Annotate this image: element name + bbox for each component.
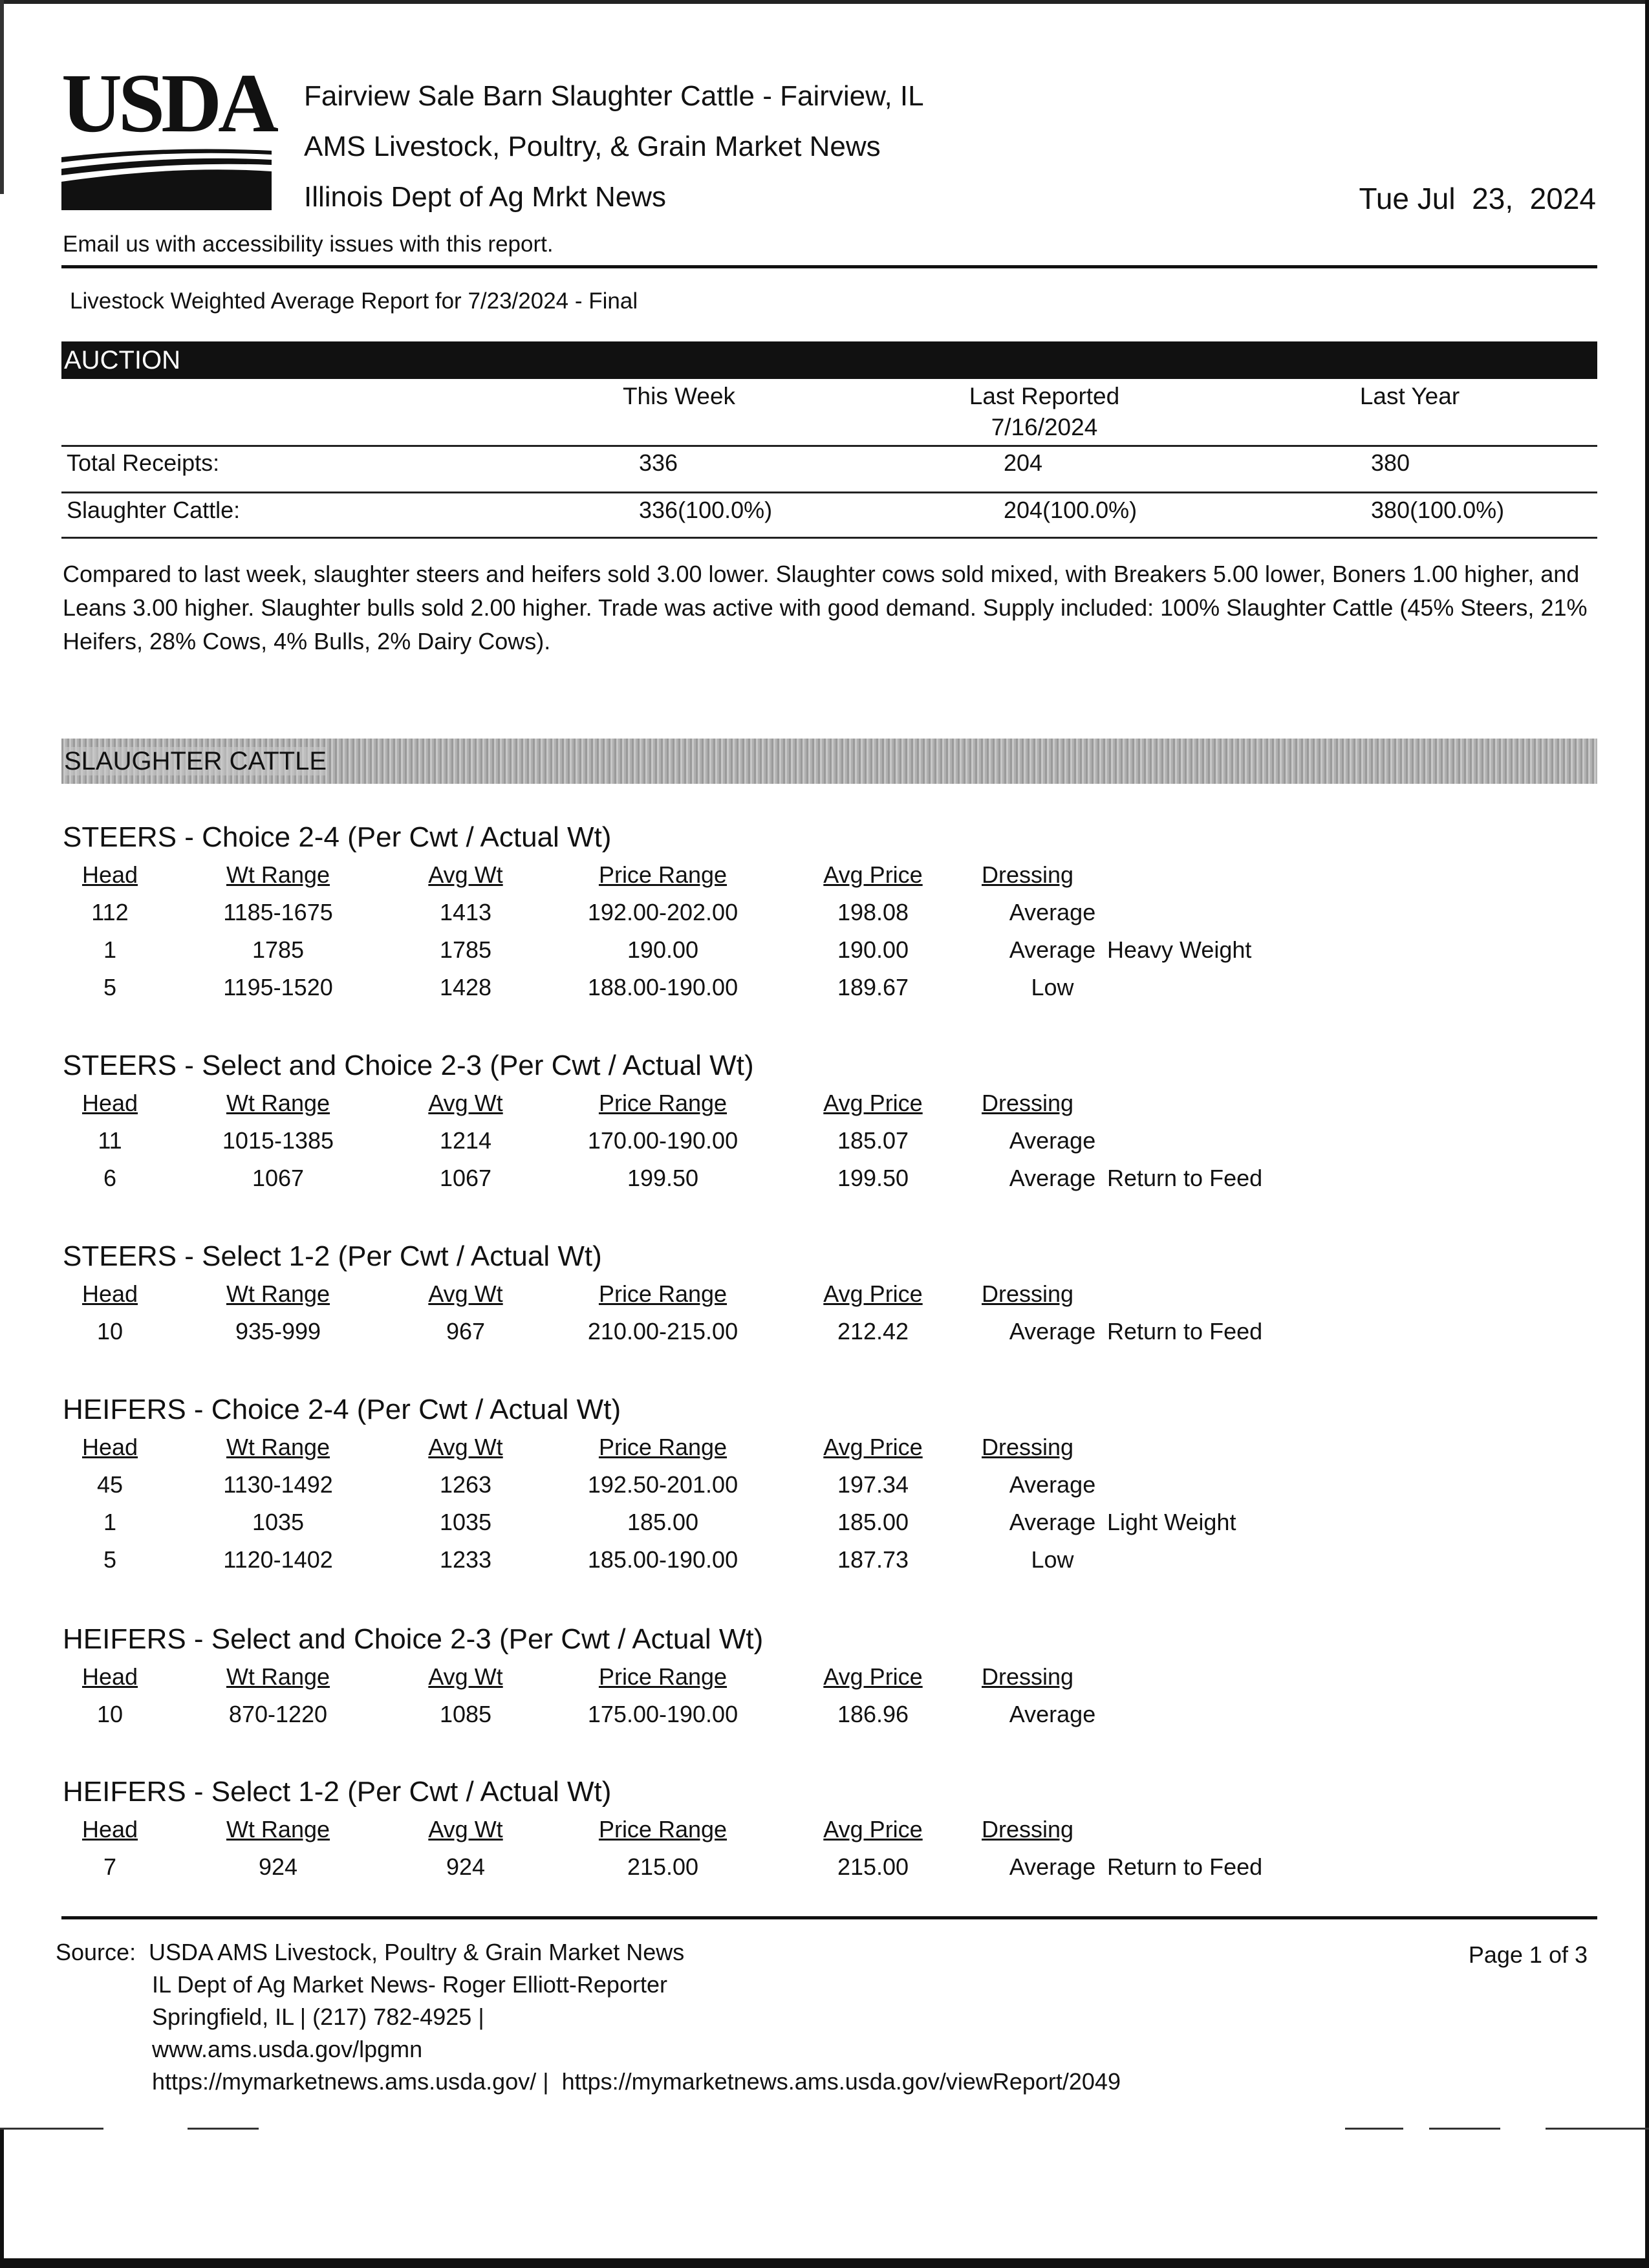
cell-wt-range: 1067 — [252, 1165, 305, 1191]
total-receipts-label: Total Receipts: — [67, 449, 220, 476]
column-header-avg-wt: Avg Wt — [428, 1280, 503, 1307]
scan-edge-top — [0, 0, 1649, 4]
total-receipts-last-reported: 204 — [1004, 449, 1043, 476]
cell-avg-price: 187.73 — [837, 1546, 909, 1573]
column-header-price-range: Price Range — [598, 1816, 727, 1842]
usda-logo-text: USDA — [61, 57, 275, 150]
column-header-avg-price: Avg Price — [823, 1090, 923, 1116]
cell-head: 10 — [96, 1701, 124, 1727]
column-header-avg-price: Avg Price — [823, 1816, 923, 1842]
cell-note: Return to Feed — [1107, 1318, 1263, 1345]
column-header-dressing: Dressing — [982, 1434, 1074, 1460]
scan-line — [1345, 2128, 1403, 2130]
cell-head: 45 — [96, 1471, 124, 1498]
column-header-price-range: Price Range — [598, 1090, 727, 1116]
column-header-dressing: Dressing — [982, 1816, 1074, 1842]
cell-wt-range: 924 — [258, 1853, 298, 1880]
cell-dressing: Average — [1009, 1318, 1096, 1345]
cell-avg-price: 185.07 — [837, 1127, 909, 1154]
cell-head: 1 — [103, 936, 117, 963]
cell-wt-range: 1015-1385 — [222, 1127, 334, 1154]
accessibility-email-link[interactable]: Email us with accessibility issues with this report. — [63, 232, 554, 257]
cell-dressing: Low — [1031, 1546, 1074, 1573]
total-receipts-last-year: 380 — [1371, 449, 1410, 476]
column-header-head: Head — [81, 1280, 138, 1307]
divider — [61, 537, 1597, 539]
scan-edge-bottom — [0, 2258, 1649, 2268]
usda-logo — [61, 57, 275, 210]
cell-head: 11 — [98, 1127, 122, 1154]
cell-note: Return to Feed — [1107, 1853, 1263, 1880]
cell-dressing: Average — [1009, 1165, 1096, 1191]
column-header-wt-range: Wt Range — [226, 1090, 330, 1116]
cell-avg-wt: 1785 — [439, 936, 492, 963]
cell-price-range: 192.50-201.00 — [587, 1471, 738, 1498]
agency-name: AMS Livestock, Poultry, & Grain Market News — [304, 131, 881, 162]
slaughter-cattle-section-bar — [61, 739, 1597, 784]
report-name: Fairview Sale Barn Slaughter Cattle - Fairview, IL — [304, 80, 924, 112]
divider — [61, 491, 1597, 493]
cell-dressing: Average — [1009, 1471, 1096, 1498]
column-header-wt-range: Wt Range — [226, 1434, 330, 1460]
section-title: HEIFERS - Select and Choice 2-3 (Per Cwt / Actual Wt) — [63, 1623, 764, 1655]
column-header-avg-price: Avg Price — [823, 1280, 923, 1307]
slaughter-cattle-last-year: 380(100.0%) — [1371, 497, 1505, 523]
cell-price-range: 210.00-215.00 — [587, 1318, 738, 1345]
cell-head: 6 — [103, 1165, 117, 1191]
column-header-dressing: Dressing — [982, 1280, 1074, 1307]
cell-avg-wt: 1263 — [439, 1471, 492, 1498]
cell-avg-price: 189.67 — [837, 974, 909, 1000]
column-header-head: Head — [81, 1090, 138, 1116]
column-header-avg-wt: Avg Wt — [428, 1816, 503, 1842]
cell-price-range: 170.00-190.00 — [587, 1127, 738, 1154]
cell-price-range: 192.00-202.00 — [587, 899, 738, 925]
column-header-head: Head — [81, 1663, 138, 1690]
scan-edge-bottom-left — [0, 2128, 4, 2268]
scan-edge-left — [0, 0, 4, 194]
cell-price-range: 190.00 — [627, 936, 699, 963]
column-header-wt-range: Wt Range — [226, 1663, 330, 1690]
column-header-price-range: Price Range — [598, 1434, 727, 1460]
divider — [61, 265, 1597, 268]
cell-wt-range: 1185-1675 — [223, 899, 333, 925]
cell-avg-wt: 1085 — [439, 1701, 492, 1727]
cell-head: 7 — [103, 1853, 117, 1880]
scan-line — [1546, 2128, 1649, 2130]
column-header-avg-wt: Avg Wt — [428, 1090, 503, 1116]
cell-avg-price: 197.34 — [837, 1471, 909, 1498]
cell-avg-price: 198.08 — [837, 899, 909, 925]
column-header-price-range: Price Range — [598, 861, 727, 888]
cell-price-range: 185.00 — [627, 1509, 699, 1535]
cell-wt-range: 935-999 — [235, 1318, 321, 1345]
office-name: Illinois Dept of Ag Mrkt News — [304, 181, 666, 213]
section-title: HEIFERS - Choice 2-4 (Per Cwt / Actual Wt) — [63, 1394, 621, 1425]
column-header-head: Head — [81, 1434, 138, 1460]
cell-avg-wt: 924 — [446, 1853, 486, 1880]
footer-phone-line: Springfield, IL | (217) 782-4925 | — [152, 2003, 484, 2030]
footer-reporter-line: IL Dept of Ag Market News- Roger Elliott-Reporter — [152, 1971, 667, 1998]
cell-wt-range: 1785 — [252, 936, 305, 963]
cell-avg-price: 212.42 — [837, 1318, 909, 1345]
cell-price-range: 175.00-190.00 — [587, 1701, 738, 1727]
section-title: STEERS - Select and Choice 2-3 (Per Cwt / Actual Wt) — [63, 1050, 754, 1081]
cell-avg-wt: 1214 — [439, 1127, 492, 1154]
cell-head: 5 — [103, 974, 117, 1000]
cell-avg-wt: 1067 — [439, 1165, 492, 1191]
column-header-price-range: Price Range — [598, 1280, 727, 1307]
column-header-wt-range: Wt Range — [226, 1280, 330, 1307]
cell-avg-wt: 1035 — [439, 1509, 492, 1535]
column-header-wt-range: Wt Range — [226, 1816, 330, 1842]
slaughter-cattle-bar-label: SLAUGHTER CATTLE — [64, 747, 327, 775]
column-header-head: Head — [81, 861, 138, 888]
cell-price-range: 185.00-190.00 — [587, 1546, 738, 1573]
column-header-wt-range: Wt Range — [226, 861, 330, 888]
column-header-avg-price: Avg Price — [823, 1663, 923, 1690]
section-title: HEIFERS - Select 1-2 (Per Cwt / Actual Wt) — [63, 1776, 612, 1808]
cell-avg-price: 199.50 — [837, 1165, 909, 1191]
scan-line — [0, 2128, 103, 2130]
cell-avg-price: 186.96 — [837, 1701, 909, 1727]
cell-avg-wt: 967 — [446, 1318, 486, 1345]
cell-wt-range: 1130-1492 — [223, 1471, 333, 1498]
cell-avg-wt: 1413 — [439, 899, 492, 925]
footer-website-link[interactable]: www.ams.usda.gov/lpgmn — [152, 2036, 423, 2062]
cell-dressing: Low — [1031, 974, 1074, 1000]
column-header-dressing: Dressing — [982, 1663, 1074, 1690]
cell-wt-range: 1035 — [252, 1509, 305, 1535]
cell-note: Light Weight — [1107, 1509, 1236, 1535]
slaughter-cattle-last-reported: 204(100.0%) — [1004, 497, 1137, 523]
column-header-avg-wt: Avg Wt — [428, 1663, 503, 1690]
cell-avg-price: 215.00 — [837, 1853, 909, 1880]
cell-dressing: Average — [1009, 1853, 1096, 1880]
slaughter-cattle-this-week: 336(100.0%) — [639, 497, 773, 523]
scan-line — [188, 2128, 259, 2130]
total-receipts-this-week: 336 — [639, 449, 678, 476]
cell-dressing: Average — [1009, 1701, 1096, 1727]
footer-mymarketnews-links[interactable]: https://mymarketnews.ams.usda.gov/ | https://mymarketnews.ams.usda.gov/viewReport/2049 — [152, 2068, 1121, 2095]
cell-note: Return to Feed — [1107, 1165, 1263, 1191]
column-header-avg-wt: Avg Wt — [428, 1434, 503, 1460]
col-last-year: Last Year — [1359, 383, 1460, 409]
usda-logo-mark — [61, 146, 272, 210]
market-narrative: Compared to last week, slaughter steers and heifers sold 3.00 lower. Slaughter cows sold mixed, with Breakers 5.00 lower, Boners 1.00 higher, and Leans 3.00 higher. Slaughter bulls sold 2.00 higher. Trade was active with good demand. Supply included: 100% Slaughter Cattle (45% Steers, 21% Heifers, 28% Cows, 4% Bulls, 2% Dairy Cows). — [63, 561, 1588, 654]
section-title: STEERS - Choice 2-4 (Per Cwt / Actual Wt) — [63, 821, 612, 853]
cell-dressing: Average — [1009, 1509, 1096, 1535]
cell-dressing: Average — [1009, 899, 1096, 925]
cell-wt-range: 870-1220 — [228, 1701, 328, 1727]
column-header-price-range: Price Range — [598, 1663, 727, 1690]
auction-section-bar: AUCTION — [61, 341, 1597, 379]
col-this-week: This Week — [622, 383, 736, 409]
col-last-reported-date: 7/16/2024 — [991, 414, 1098, 440]
cell-head: 5 — [103, 1546, 117, 1573]
footer-source-line: USDA AMS Livestock, Poultry & Grain Market News — [149, 1939, 685, 1965]
cell-wt-range: 1195-1520 — [223, 974, 333, 1000]
cell-avg-wt: 1233 — [439, 1546, 492, 1573]
footer-source-label: Source: — [56, 1939, 136, 1965]
section-title: STEERS - Select 1-2 (Per Cwt / Actual Wt) — [63, 1240, 602, 1272]
column-header-avg-price: Avg Price — [823, 861, 923, 888]
divider — [61, 1916, 1597, 1919]
column-header-dressing: Dressing — [982, 861, 1074, 888]
cell-price-range: 199.50 — [627, 1165, 699, 1191]
cell-head: 10 — [96, 1318, 124, 1345]
cell-note: Heavy Weight — [1107, 936, 1252, 963]
cell-avg-price: 185.00 — [837, 1509, 909, 1535]
column-header-dressing: Dressing — [982, 1090, 1074, 1116]
cell-wt-range: 1120-1402 — [223, 1546, 333, 1573]
cell-avg-wt: 1428 — [439, 974, 492, 1000]
cell-avg-price: 190.00 — [837, 936, 909, 963]
column-header-avg-price: Avg Price — [823, 1434, 923, 1460]
column-header-avg-wt: Avg Wt — [428, 861, 503, 888]
divider — [61, 445, 1597, 447]
scan-line — [1429, 2128, 1500, 2130]
page-number: Page 1 of 3 — [1468, 1941, 1588, 1968]
cell-price-range: 188.00-190.00 — [587, 974, 738, 1000]
cell-dressing: Average — [1009, 936, 1096, 963]
col-last-reported: Last Reported — [969, 383, 1120, 409]
cell-head: 1 — [103, 1509, 117, 1535]
column-header-head: Head — [81, 1816, 138, 1842]
report-title: Livestock Weighted Average Report for 7/23/2024 - Final — [70, 288, 638, 314]
slaughter-cattle-label: Slaughter Cattle: — [67, 497, 241, 523]
cell-dressing: Average — [1009, 1127, 1096, 1154]
cell-price-range: 215.00 — [627, 1853, 699, 1880]
scan-edge-right — [1645, 0, 1649, 2268]
report-date: Tue Jul 23, 2024 — [1359, 182, 1596, 215]
cell-head: 112 — [91, 899, 129, 925]
